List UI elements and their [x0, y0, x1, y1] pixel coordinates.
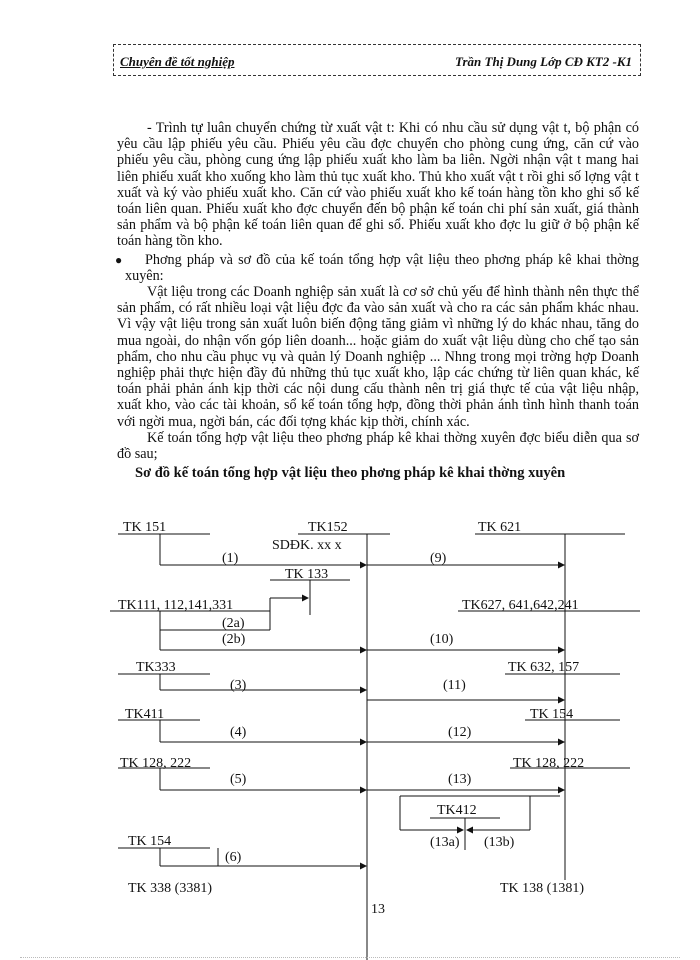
- flow-10: (10): [430, 632, 454, 647]
- bullet-icon: ●: [115, 252, 123, 267]
- paragraph-diagram-intro: Kế toán tổng hợp vật liệu theo phơng pháp kê khai thờng xuyên đợc biểu diễn qua sơ đồ sau;: [117, 429, 639, 463]
- account-tk338: TK 338 (3381): [128, 881, 212, 896]
- account-tk632: TK 632, 157: [508, 660, 580, 675]
- flow-2a: (2a): [222, 616, 245, 631]
- flow-6: (6): [225, 850, 242, 865]
- account-tk128-right: TK 128, 222: [513, 756, 585, 771]
- page-number: 13: [371, 902, 385, 917]
- account-tk333: TK333: [136, 660, 176, 675]
- flow-9: (9): [430, 551, 447, 566]
- account-tk133: TK 133: [285, 567, 329, 582]
- account-tk138: TK 138 (1381): [500, 881, 584, 896]
- account-tk154-right: TK 154: [530, 707, 574, 722]
- footer-divider: [20, 957, 680, 958]
- flow-13: (13): [448, 772, 472, 787]
- bullet-text: Phơng pháp và sơ đồ của kế toán tổng hợp vật liệu theo phơng pháp kê khai thờng xuyên:: [125, 251, 639, 284]
- account-tk412: TK412: [437, 803, 477, 818]
- flow-5: (5): [230, 772, 247, 787]
- paragraph-materials: Vật liệu trong các Doanh nghiệp sản xuất là cơ sở chủ yếu để hình thành nên thực thể sản phẩm, có rất nhiều loại vật liệu đợc đa vào sản xuất và cho ra các sản phẩm khác nhau. Vì vậy vật liệu trong sản xuất luôn biến động tăng giảm vì những lý do khác nhau, tăng do mua ngoài, do nhận vốn góp liên doanh... hoặc giảm do xuất vật liệu dùng cho chế tạo sản phẩm, cho nhu cầu phục vụ và quản lý Doanh nghiệp ... Nhng trong mọi trờng hợp Doanh nghiệp phải thực hiện đầy đủ những thủ tục xuất kho, lập các chứng từ liên quan khác, kế toán phải phản ánh kịp thời các nội dung cấu thành nên trị giá thực tế của vật liệu nhập, xuất kho, vào các tài khoản, sổ kế toán tổng hợp, đồng thời phản ánh tình hình thanh toán với ngời mua, ngời bán, các đối tợng khác kịp thời, chính xác.: [117, 284, 639, 430]
- account-tk154-left: TK 154: [128, 834, 172, 849]
- flow-12: (12): [448, 725, 472, 740]
- flow-13b: (13b): [484, 835, 515, 850]
- account-tk152: TK152: [308, 520, 348, 535]
- flow-13a: (13a): [430, 835, 460, 850]
- flow-4: (4): [230, 725, 247, 740]
- flow-3: (3): [230, 678, 247, 693]
- header-left-title: Chuyên đề tốt nghiệp: [120, 54, 235, 69]
- account-tk151: TK 151: [123, 520, 167, 535]
- account-tk621: TK 621: [478, 520, 522, 535]
- account-tk128-left: TK 128, 222: [120, 756, 192, 771]
- paragraph-issue-procedure: - Trình tự luân chuyển chứng từ xuất vật t: Khi có nhu cầu sử dụng vật t, bộ phận có yêu cầu lập phiếu yêu cầu. Phiếu yêu cầu đợc chuyển cho phòng cung ứng, căn cứ vào phiếu yêu cầu, phòng cung ứng lập phiếu xuất kho làm ba liên. Ngời nhận vật t mang hai liên phiếu xuất kho xuống kho làm thủ tục xuất kho. Thủ kho xuất vật t rồi ghi số lợng vật t xuất và ký vào phiếu xuất kho. Căn cứ vào phiếu xuất kho kế toán hàng tồn kho ghi sổ kế toán liên quan. Phiếu xuất kho đợc chuyển đến bộ phận kế toán chi phí sản xuất, giá thành sản phẩm và bộ phận kế toán liên quan để ghi sổ. Phiếu xuất kho đợc lu giữ ở bộ phận kế toán hàng tồn kho.: [117, 120, 639, 250]
- flow-2b: (2b): [222, 632, 246, 647]
- diagram-title: Sơ đồ kế toán tổng hợp vật liệu theo phơng pháp kê khai thờng xuyên: [135, 465, 566, 482]
- opening-balance: SDĐK. xx x: [272, 538, 342, 553]
- flow-1: (1): [222, 551, 239, 566]
- account-tk627: TK627, 641,642,241: [462, 598, 579, 613]
- flow-11: (11): [443, 678, 466, 693]
- account-tk411: TK411: [125, 707, 165, 722]
- account-tk111: TK111, 112,141,331: [118, 598, 234, 613]
- header-right-author: Trần Thị Dung Lớp CĐ KT2 -K1: [455, 54, 632, 69]
